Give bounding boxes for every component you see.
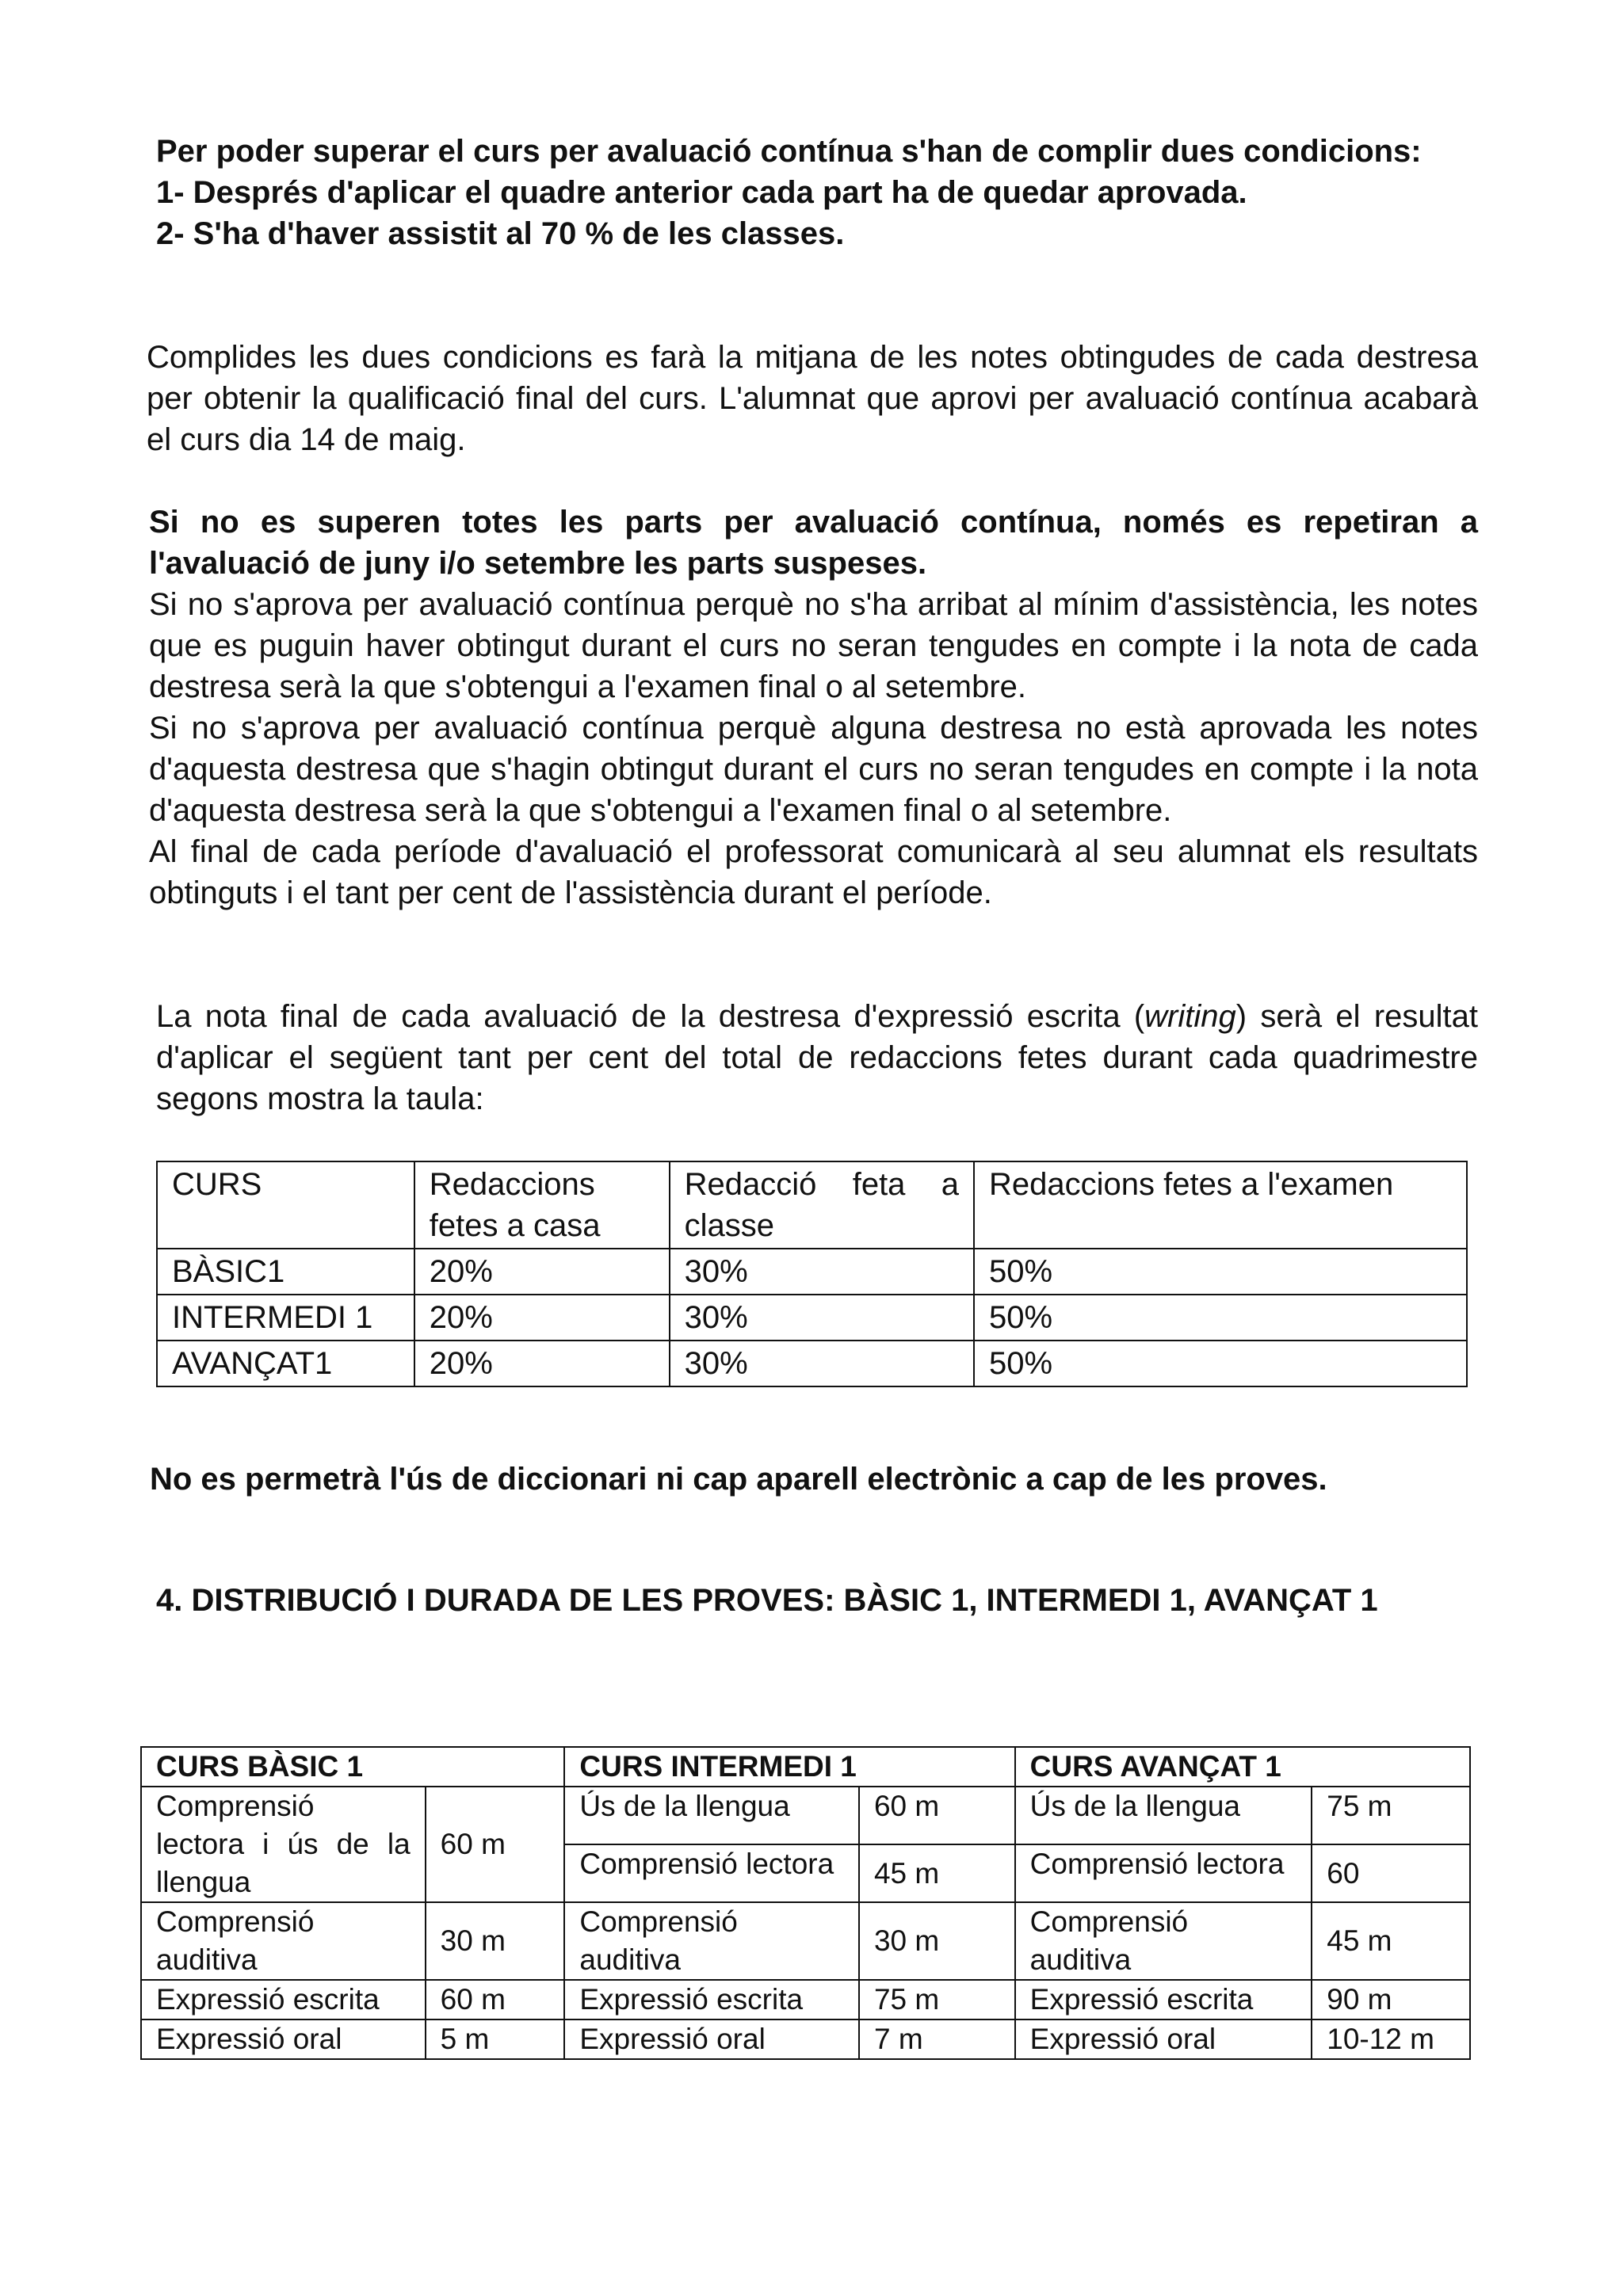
- failing-para-3: Al final de cada període d'avaluació el professorat comunicarà al seu alumnat els resultats obtinguts i el tant per cent de l'assistència durant el període.: [149, 834, 1478, 910]
- table-cell: 50%: [974, 1249, 1467, 1295]
- no-dictionary-notice: [150, 1459, 1481, 1500]
- table-row: [141, 1980, 1470, 2019]
- table-cell: 30 m: [426, 1902, 565, 1980]
- header-basic-1: CURS BÀSIC 1: [141, 1747, 564, 1787]
- table-cell: 45 m: [859, 1844, 1015, 1902]
- condition-item-2: 2- S'ha d'haver assistit al 70 % de les classes.: [156, 216, 845, 251]
- final-grade-block: [147, 337, 1478, 460]
- failing-para-2: Si no s'aprova per avaluació contínua perquè alguna destresa no està aprovada les notes d'aquesta destresa que s'hagin obtingut durant el curs no seran tengudes en compte i la nota d'aquesta destresa serà la que s'obtengui a l'examen final o al setembre.: [149, 711, 1478, 828]
- table-cell: Comprensió auditiva: [564, 1902, 859, 1980]
- condition-item-1: 1- Després d'aplicar el quadre anterior cada part ha de quedar aprovada.: [156, 175, 1247, 210]
- table-cell: Comprensió auditiva: [1015, 1902, 1312, 1980]
- table-cell: 30%: [670, 1341, 974, 1386]
- exam-duration-table: [140, 1746, 1471, 2060]
- table-cell: 5 m: [426, 2019, 565, 2059]
- table-cell: 60 m: [426, 1980, 565, 2019]
- table-cell: 60 m: [859, 1787, 1015, 1844]
- writing-intro-before: La nota final de cada avaluació de la destresa d'expressió escrita (: [156, 999, 1145, 1034]
- table-row: [157, 1341, 1467, 1386]
- table-cell: Expressió escrita: [564, 1980, 859, 2019]
- table-cell: 60 m: [426, 1787, 565, 1902]
- table-cell: 50%: [974, 1341, 1467, 1386]
- table-header-cell: CURS: [157, 1161, 414, 1249]
- table-header-cell: Redaccions fetes a l'examen: [974, 1161, 1467, 1249]
- failing-block: [149, 502, 1478, 913]
- table-cell: 7 m: [859, 2019, 1015, 2059]
- table-cell: 30 m: [859, 1902, 1015, 1980]
- table-cell: Comprensió lectora i ús de la llengua: [141, 1787, 426, 1902]
- table-cell: 30%: [670, 1249, 974, 1295]
- table-cell: 30%: [670, 1295, 974, 1341]
- table-cell: 45 m: [1312, 1902, 1470, 1980]
- table-row: [141, 2019, 1470, 2059]
- table-row: [157, 1295, 1467, 1341]
- table-row: [141, 1787, 1470, 1844]
- table-cell: INTERMEDI 1: [157, 1295, 414, 1341]
- writing-intro-after: ) serà el resultat d'aplicar el següent tant per cent del total de redaccions fetes durant cada quadrimestre segons mostra la taula:: [156, 999, 1479, 1116]
- table-cell: 50%: [974, 1295, 1467, 1341]
- table-cell: 20%: [414, 1341, 670, 1386]
- table-cell: Expressió oral: [141, 2019, 426, 2059]
- table-cell: 20%: [414, 1295, 670, 1341]
- table-header-row: [141, 1747, 1470, 1787]
- table-cell: BÀSIC1: [157, 1249, 414, 1295]
- table-cell: Ús de la llengua: [1015, 1787, 1312, 1844]
- table-cell: 75 m: [859, 1980, 1015, 2019]
- no-dictionary-text: No es permetrà l'ús de diccionari ni cap aparell electrònic a cap de les proves.: [150, 1462, 1327, 1497]
- table-row: [141, 1902, 1470, 1980]
- conditions-block: [156, 131, 1480, 254]
- header-intermediate-1: CURS INTERMEDI 1: [564, 1747, 1014, 1787]
- table-cell: Comprensió lectora: [1015, 1844, 1312, 1902]
- table-cell: Expressió escrita: [1015, 1980, 1312, 2019]
- table-cell: Expressió oral: [1015, 2019, 1312, 2059]
- table-cell: 20%: [414, 1249, 670, 1295]
- table-cell: Expressió oral: [564, 2019, 859, 2059]
- table-header-row: [157, 1161, 1467, 1249]
- writing-intro-text: [156, 996, 1478, 1119]
- table-cell: Comprensió lectora: [564, 1844, 859, 1902]
- writing-intro-italic: writing: [1144, 999, 1236, 1034]
- table-cell: Expressió escrita: [141, 1980, 426, 2019]
- writing-intro: [156, 996, 1478, 1119]
- table-cell: 75 m: [1312, 1787, 1470, 1844]
- writing-percentage-table: [156, 1161, 1468, 1387]
- table-header-cell: Redaccions fetes a casa: [414, 1161, 670, 1249]
- table-cell: 10-12 m: [1312, 2019, 1470, 2059]
- failing-bold-text: Si no es superen totes les parts per avaluació contínua, només es repetiran a l'avaluació de juny i/o setembre les parts suspeses.: [149, 505, 1478, 581]
- table-cell: 90 m: [1312, 1980, 1470, 2019]
- table-cell: Ús de la llengua: [564, 1787, 859, 1844]
- header-advanced-1: CURS AVANÇAT 1: [1015, 1747, 1470, 1787]
- section-4-title: [156, 1580, 1478, 1621]
- table-cell: Comprensió auditiva: [141, 1902, 426, 1980]
- failing-para-1: Si no s'aprova per avaluació contínua perquè no s'ha arribat al mínim d'assistència, les notes que es puguin haver obtingut durant el curs no seran tengudes en compte i la nota de cada destresa serà la que s'obtengui a l'examen final o al setembre.: [149, 587, 1478, 704]
- table-cell: AVANÇAT1: [157, 1341, 414, 1386]
- final-grade-text: Complides les dues condicions es farà la mitjana de les notes obtingudes de cada destresa per obtenir la qualificació final del curs. L'alumnat que aprovi per avaluació contínua acabarà el curs dia 14 de maig.: [147, 340, 1478, 457]
- table-row: [157, 1249, 1467, 1295]
- section-4-title-text: 4. DISTRIBUCIÓ I DURADA DE LES PROVES: BÀSIC 1, INTERMEDI 1, AVANÇAT 1: [156, 1583, 1378, 1618]
- table-cell: 60: [1312, 1844, 1470, 1902]
- table-header-cell: Redacció feta a classe: [670, 1161, 974, 1249]
- conditions-heading: Per poder superar el curs per avaluació contínua s'han de complir dues condicions:: [156, 134, 1422, 169]
